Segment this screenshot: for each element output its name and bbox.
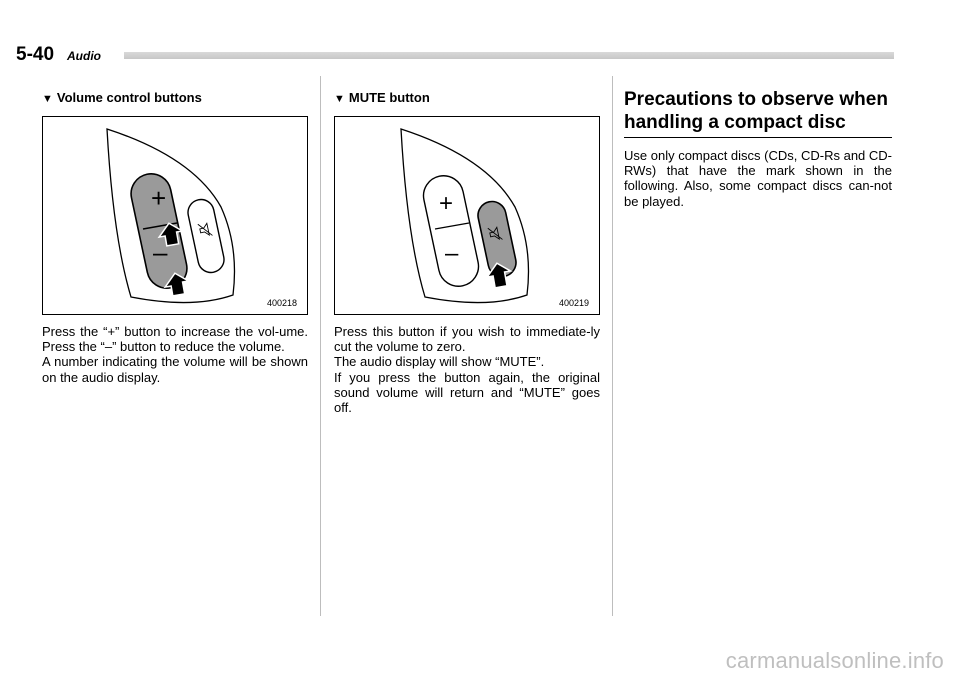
column-divider-1	[320, 76, 321, 616]
mute-figure	[334, 116, 600, 315]
precautions-body	[624, 148, 892, 209]
plus-symbol: +	[439, 190, 454, 217]
paragraph: Press this button if you wish to immediate-ly cut the volume to zero.	[334, 324, 600, 355]
down-triangle-icon: ▼	[42, 93, 53, 105]
minus-symbol: –	[445, 240, 459, 267]
paragraph: A number indicating the volume will be shown on the audio display.	[42, 354, 308, 385]
minus-symbol: –	[153, 237, 168, 267]
mute-body	[334, 324, 600, 415]
page-header	[16, 44, 894, 66]
precautions-title: Precautions to observe when handling a compact disc	[624, 88, 892, 138]
paragraph: Use only compact discs (CDs, CD-Rs and CD-RWs) that have the mark shown in the following. Also, some compact discs can-not be played.	[624, 148, 893, 209]
volume-body	[42, 324, 308, 385]
mute-heading	[334, 90, 430, 107]
paragraph: Press the “+” button to increase the vol-ume. Press the “–” button to reduce the volume.	[42, 324, 308, 355]
header-rule	[124, 52, 894, 59]
figure-code: 400218	[266, 298, 297, 308]
paragraph: If you press the button again, the original sound volume will return and “MUTE” goes off.	[334, 369, 600, 416]
column-divider-2	[612, 76, 613, 616]
volume-figure	[42, 116, 308, 315]
down-triangle-icon: ▼	[334, 93, 345, 105]
watermark: carmanualsonline.info	[725, 648, 944, 673]
figure-code: 400219	[558, 298, 589, 308]
volume-heading-text: Volume control buttons	[56, 90, 202, 105]
plus-symbol: +	[151, 183, 167, 213]
steering-switch-illustration	[335, 117, 599, 314]
section-label: Audio	[67, 49, 101, 63]
paragraph: The audio display will show “MUTE”.	[334, 354, 545, 370]
mute-heading-text: MUTE button	[348, 90, 430, 105]
volume-heading	[42, 90, 202, 107]
steering-switch-illustration	[43, 117, 307, 314]
page-number: 5-40	[16, 44, 55, 65]
